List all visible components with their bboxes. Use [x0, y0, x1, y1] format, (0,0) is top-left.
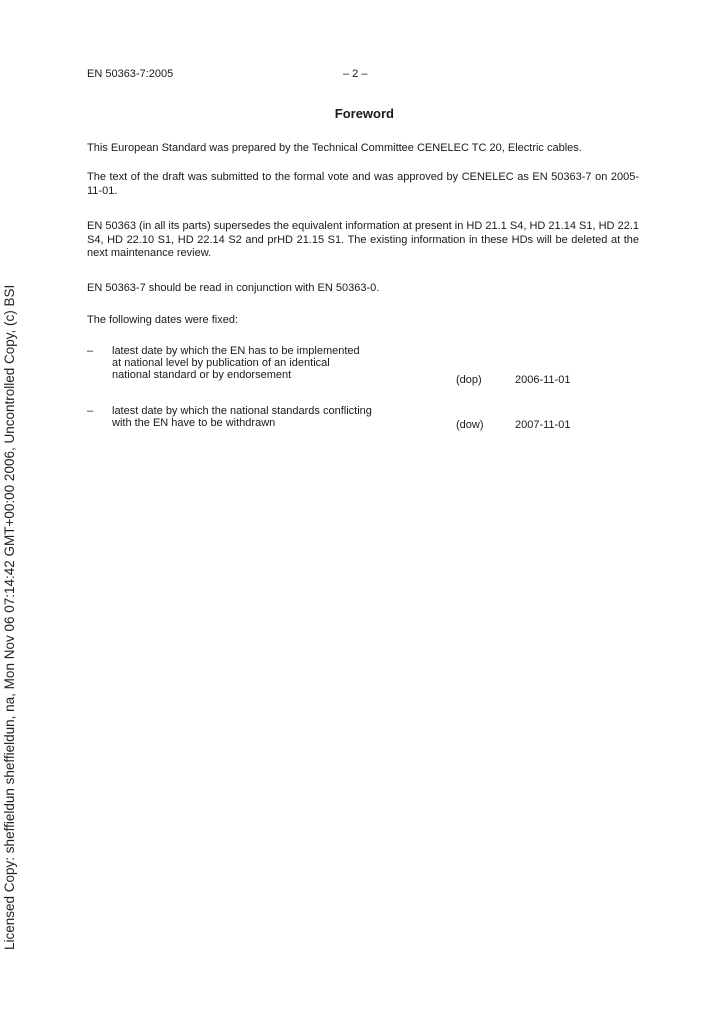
- paragraph-2: The text of the draft was submitted to the formal vote and was approved by CENELEC as EN 50363-7 on 2005-11-01.: [87, 171, 639, 197]
- date-item-text: [112, 345, 402, 381]
- date-item-line: at national level by publication of an identical: [112, 357, 330, 369]
- date-code: (dop): [456, 374, 482, 386]
- date-item-line: latest date by which the national standards conflicting: [112, 405, 372, 417]
- section-title-wrapper: [87, 106, 637, 121]
- paragraph-5: The following dates were fixed:: [87, 314, 239, 326]
- date-item-line: latest date by which the EN has to be implemented: [112, 345, 360, 357]
- date-item-line: with the EN have to be withdrawn: [112, 417, 276, 429]
- section-title: Foreword: [334, 106, 394, 121]
- date-item-text: [112, 405, 402, 429]
- paragraph-1: This European Standard was prepared by the Technical Committee CENELEC TC 20, Electric cables.: [87, 142, 582, 154]
- date-value: 2007-11-01: [515, 419, 571, 431]
- license-watermark: Licensed Copy: sheffieldun sheffieldun, na, Mon Nov 06 07:14:42 GMT+00:00 2006, Uncontrolled Copy, (c) BSI: [2, 284, 17, 950]
- paragraph-3: EN 50363 (in all its parts) supersedes the equivalent information at present in HD 21.1 S4, HD 21.14 S1, HD 22.1 S4, HD 22.10 S1, HD 22.14 S2 and prHD 21.15 S1. The existing information in these HDs will be deleted at the next maintenance review.: [87, 220, 639, 259]
- page-number: – 2 –: [343, 68, 368, 80]
- list-dash: –: [87, 405, 94, 417]
- list-dash: –: [87, 345, 94, 357]
- date-code: (dow): [456, 419, 484, 431]
- date-item-line: national standard or by endorsement: [112, 369, 292, 381]
- document-id: EN 50363-7:2005: [87, 68, 174, 80]
- paragraph-4: EN 50363-7 should be read in conjunction with EN 50363-0.: [87, 282, 380, 294]
- date-value: 2006-11-01: [515, 374, 571, 386]
